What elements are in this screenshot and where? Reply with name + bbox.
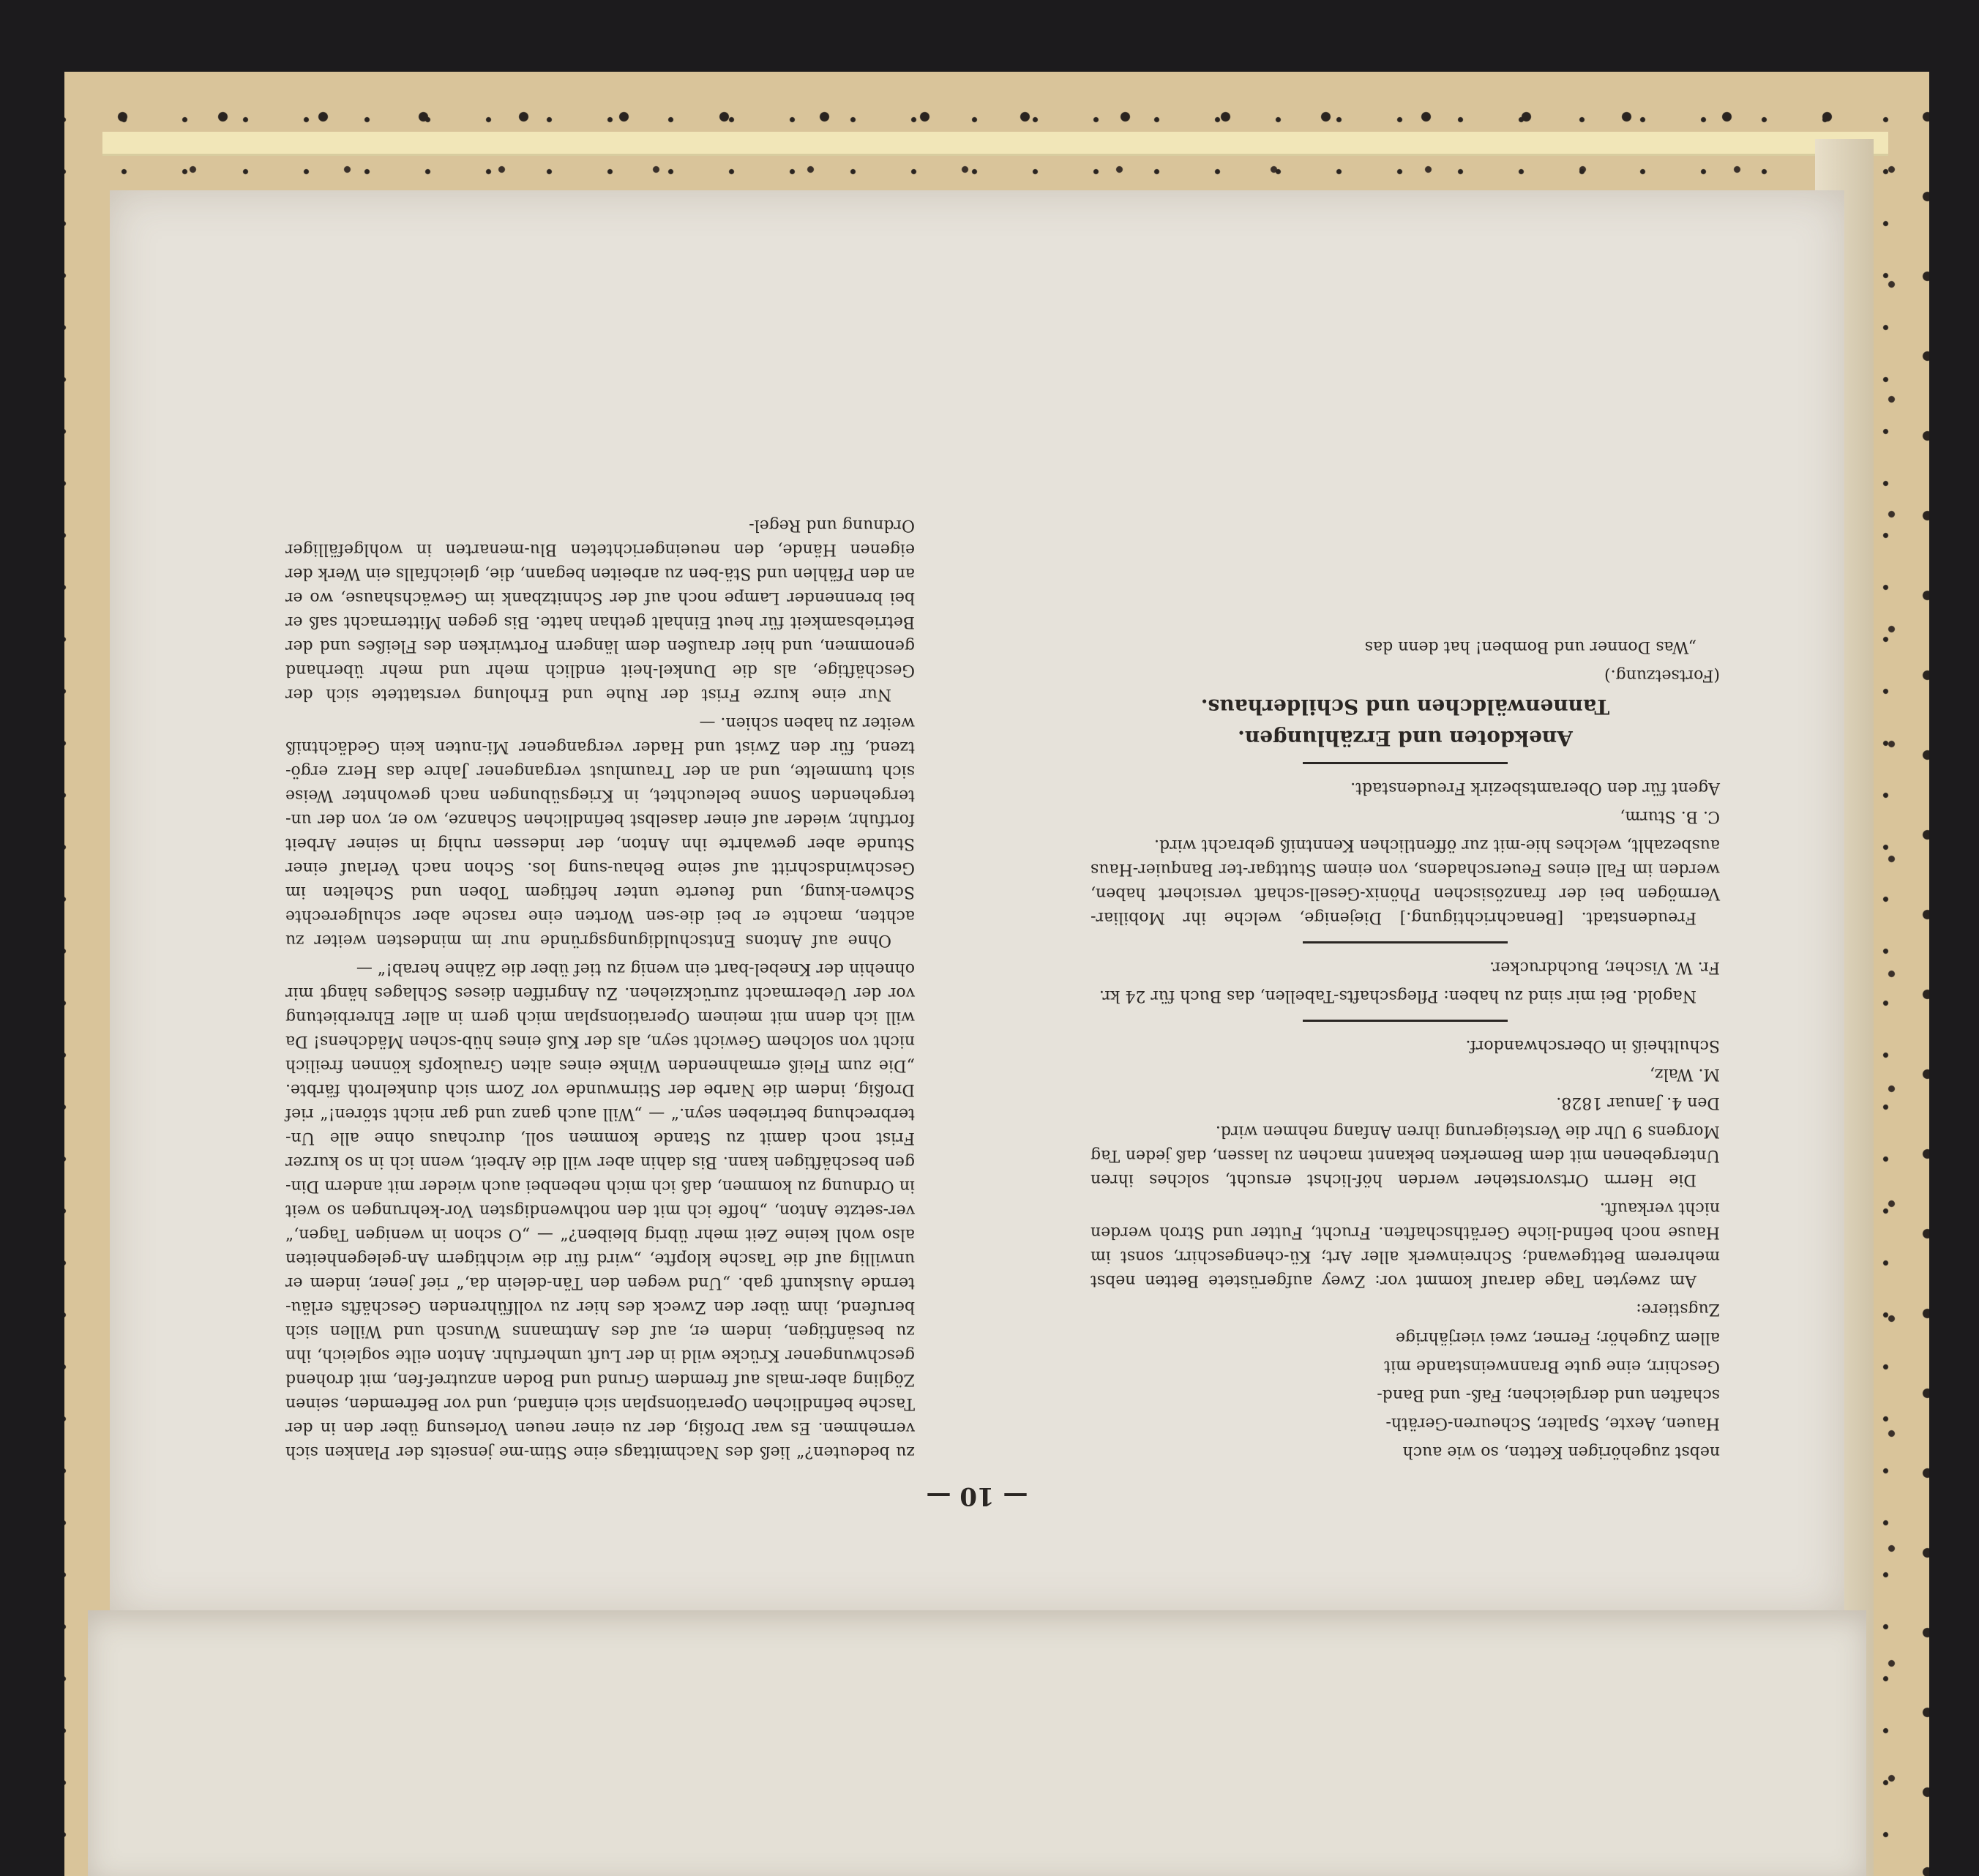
intro-line: Zugstiere: xyxy=(1636,1300,1720,1318)
intro-line: schaften und dergleichen; Faß- und Band- xyxy=(1377,1386,1720,1404)
freudenstadt-title: Agent für den Oberamtsbezirk Freudenstadt. xyxy=(1350,779,1720,797)
second-day-paragraph: Am zweyten Tage darauf kommt vor: Zwey aufgerüstete Betten nebst mehrerem Bettgewand; Schreinwerk aller Art; Kü-chengeschirr, sonst im Hause noch befind-liche Geräthschaften. Frucht, Futter und Stroh werden nicht verkauft. xyxy=(1090,1199,1720,1290)
nagold-signer: Fr. W. Vischer, Buchdrucker. xyxy=(1489,958,1720,976)
notice-paragraph: Die Herrn Ortsvorsteher werden höf-lichst ersucht, solches ihren Untergebenen mit dem Bemerken bekannt machen zu lassen, daß jeden Tag Morgens 9 Uhr die Versteigerung ihren Anfang nehmen wird. xyxy=(1090,1122,1720,1189)
story-paragraph: Ohne auf Antons Entschuldigungsgründe nur im mindesten weiter zu achten, machte er bei die-sen Worten eine rasche aber schulgerechte Schwen-kung, und feuerte unter heftigem Toben und Schelten im Geschwindschritt auf seine Behau-sung los. Schon nach Verlauf einer Stunde aber gewahrte ihn Anton, der indessen ruhig in seiner Arbeit fortfuhr, wieder auf einer daselbst befindlichen Schanze, wo er, von der un-tergehenden Sonne beleuchtet, in Kriegsübungen nach gewohnter Weise sich tummelte, und an der Traumlust vergangener Jahre das Herz ergö-tzend, für den Zwist und Hader vergangener Mi-nuten kein Gedächtniß weiter zu haben schien. — xyxy=(285,714,915,949)
signer-name: M. Walz, xyxy=(1650,1065,1720,1083)
continuation-note: (Fortsetzung.) xyxy=(1604,666,1720,684)
nagold-ad: Nagold. Bei mir sind zu haben: Pflegschafts-Tabellen, das Buch für 24 kr. xyxy=(1099,987,1696,1005)
divider xyxy=(1303,941,1508,943)
left-column xyxy=(1090,630,1720,1464)
page-edges xyxy=(102,132,1888,156)
story-paragraph: zu bedeuten?“ ließ des Nachmittags eine Stim-me jenseits der Planken sich vernehmen. Es war Droßig, der zu einer neuen Vorlesung über den in der Tasche befindlichen Operationsplan sich einfand, und vor Befremden, seinen Zögling aber-mals auf fremdem Grund und Boden anzutref-fen, mit drohend geschwungener Krücke wild in der Luft umherfuhr. Anton eilte sogleich, ihn zu besänftigen, indem er, auf des Amtmanns Wunsch und Willen sich berufend, ihm über den Zweck des hier zu vollführenden Geschäfts erläu-ternde Auskunft gab. „Und wegen den Tän-delein da,“ rief jener, indem er unwillig auf die Tasche klopfte, „wird für die wichtigern An-gelegenheiten also wohl keine Zeit mehr übrig bleiben?“ — „O schon in wenigen Tagen,“ ver-setzte Anton, „hoffe ich mit den nothwendigsten Vor-kehrungen so weit in Ordnung zu kommen, daß ich mich nebenbei auch wieder mit andern Din-gen beschäftigen kann. Bis dahin aber will die Arbeit, wenn ich in so kurzer Frist noch damit zu Stande kommen soll, durchaus ohne alle Un-terbrechung betrieben seyn.“ — „Will auch ganz und gar nicht stören!“ rief Droßig, indem die Narbe der Stirnwunde vor Zorn sich dunkelroth färbte. „Die zum Fleiß ermahnenden Winke eines alten Graukopfs können freilich nicht von solchem Gewicht seyn, als der Kuß eines hüb-schen Mädchens! Da will ich denn mit meinem Operationsplan mich gern in aller Ehrerbietung vor der Uebermacht zurückziehen. Zu Angriffen dieses Schlages hängt mir ohnehin der Knebel-bart ein wenig zu tief über die Zähne herab!“ — xyxy=(285,960,915,1461)
facing-page xyxy=(88,1610,1866,1876)
signer-title: Schultheiß in Oberschwandorf. xyxy=(1465,1036,1720,1055)
story-title: Tannenwäldchen und Schilderhaus. xyxy=(1200,695,1610,719)
freudenstadt-ad: Freudenstadt. [Benachrichtigung.] Diejenige, welche ihr Mobiliar-Vermögen bei der französischen Phönix-Gesell-schaft versichert haben, werden im Fall eines Feuerschadens, von einem Stuttgar-ter Banquier-Haus ausbezahlt, welches hie-mit zur öffentlichen Kenntniß gebracht wird. xyxy=(1090,836,1720,927)
story-start: „Was Donner und Bomben! hat denn das xyxy=(1364,638,1696,656)
story-paragraph: Nur eine kurze Frist der Ruhe und Erholung verstattete sich der Geschäftige, als die Dunkel-heit endlich mehr und mehr überhand genommen, und hier draußen dem längern Fortwirken des Fleißes und der Betriebsamkeit für heut Einhalt gethan hatte. Bis gegen Mitternacht saß er bei brennender Lampe noch auf der Schnitzbank im Gewächshause, wo er an den Pfählen und Stä-ben zu arbeiten begann, die, gleichfalls ein Werk der eigenen Hände, den neueingerichteten Blu-menarten in wohlgefälliger Ordnung und Regel- xyxy=(285,516,915,703)
intro-line: allem Zugehör; Ferner, zwei vierjährige xyxy=(1395,1328,1720,1347)
section-heading: Anekdoten und Erzählungen. xyxy=(1238,726,1573,750)
divider xyxy=(1303,762,1508,764)
page-content xyxy=(190,190,1764,1511)
freudenstadt-signer: C. B. Sturm, xyxy=(1620,807,1720,826)
right-column xyxy=(285,509,915,1464)
divider xyxy=(1303,1020,1508,1022)
notice-date: Den 4. Januar 1828. xyxy=(1556,1094,1720,1112)
intro-line: Hauen, Aexte, Spalter, Scheuren-Geräth- xyxy=(1385,1414,1720,1432)
intro-line: Geschirr, eine gute Brannweinstande mit xyxy=(1384,1357,1720,1375)
intro-line: nebst zugehörigen Ketten, so wie auch xyxy=(1402,1443,1720,1461)
page-number: — 10 — xyxy=(926,1481,1028,1511)
